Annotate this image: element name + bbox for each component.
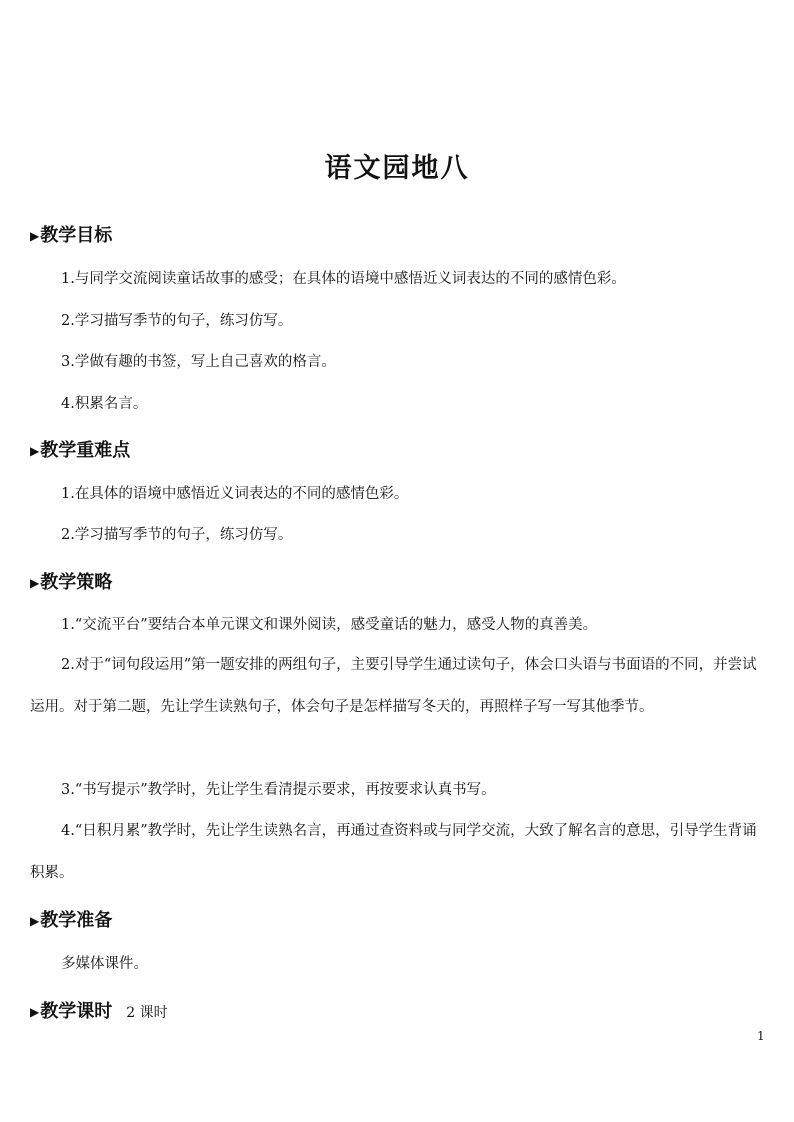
preparation-item: 多媒体课件。	[61, 956, 148, 972]
objective-item: 4.积累名言。	[61, 396, 148, 412]
triangle-bullet-icon: ▶	[30, 229, 40, 243]
section-heading-periods	[30, 997, 168, 1023]
section-heading-strategy	[30, 568, 112, 594]
triangle-bullet-icon: ▶	[30, 914, 40, 928]
strategy-item: 3.“书写提示”教学时，先让学生看清提示要求，再按要求认真书写。	[61, 782, 496, 798]
page-title: 语文园地八	[324, 153, 470, 184]
objective-item: 3.学做有趣的书签，写上自己喜欢的格言。	[61, 354, 336, 370]
heading-text: 教学目标	[40, 225, 113, 246]
section-heading-objectives	[30, 221, 112, 247]
strategy-item: 2.对于“词句段运用”第一题安排的两组句子，主要引导学生通过读句子，体会口头语与书面语的不同，并尝试运用。对于第二题，先让学生读熟句子，体会句子是怎样描写冬天的，再照样子写一写其他季节。	[30, 657, 757, 715]
heading-text: 教学课时	[40, 1001, 113, 1022]
triangle-bullet-icon: ▶	[30, 576, 40, 590]
strategy-item: 4.“日积月累”教学时，先让学生读熟名言，再通过查资料或与同学交流，大致了解名言的意思，引导学生背诵积累。	[30, 823, 757, 881]
heading-text: 教学策略	[40, 572, 113, 593]
section-heading-key-points	[30, 436, 130, 462]
objective-item: 2.学习描写季节的句子，练习仿写。	[61, 313, 293, 329]
heading-text: 教学重难点	[40, 440, 131, 461]
key-point-item: 1.在具体的语境中感悟近义词表达的不同的感情色彩。	[61, 486, 409, 502]
section-heading-preparation	[30, 906, 112, 932]
triangle-bullet-icon: ▶	[30, 444, 40, 458]
periods-value: 2 课时	[126, 1005, 168, 1021]
page-number: 1	[757, 1029, 765, 1043]
strategy-item: 1.“交流平台”要结合本单元课文和课外阅读，感受童话的魅力，感受人物的真善美。	[61, 617, 598, 633]
objective-item: 1.与同学交流阅读童话故事的感受；在具体的语境中感悟近义词表达的不同的感情色彩。	[61, 271, 626, 287]
triangle-bullet-icon: ▶	[30, 1005, 40, 1019]
heading-text: 教学准备	[40, 910, 113, 931]
key-point-item: 2.学习描写季节的句子，练习仿写。	[61, 527, 293, 543]
